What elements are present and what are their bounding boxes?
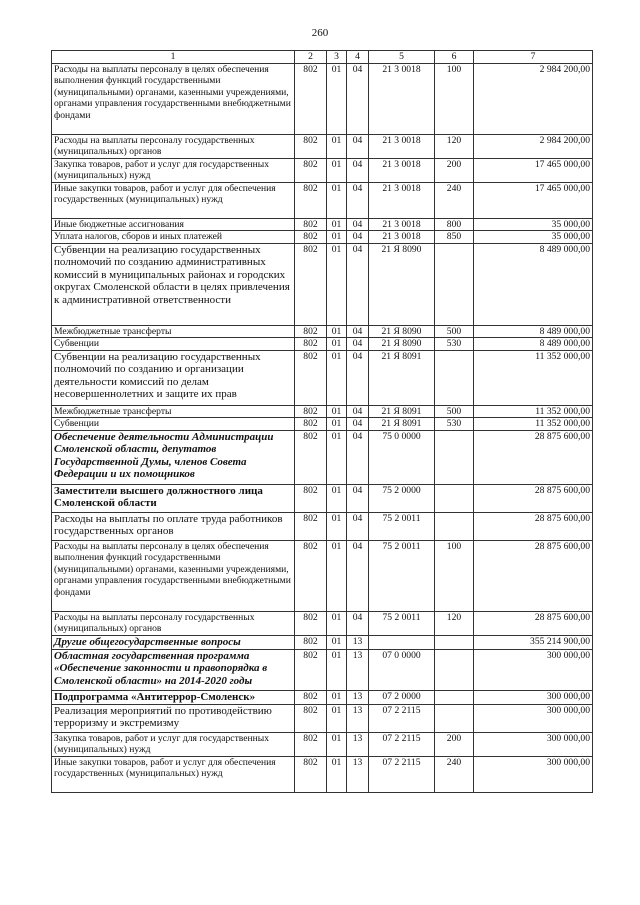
amount-cell: 2 984 200,00 [474, 63, 593, 134]
section-cell: 01 [327, 218, 347, 231]
code-cell: 802 [295, 732, 327, 756]
subsection-cell: 04 [347, 338, 369, 351]
col-header: 6 [435, 51, 474, 64]
section-cell: 01 [327, 350, 347, 405]
section-cell: 01 [327, 540, 347, 611]
expense-type-cell: 100 [435, 540, 474, 611]
code-cell: 802 [295, 338, 327, 351]
expense-type-cell: 530 [435, 418, 474, 431]
budget-table [51, 50, 593, 793]
target-code-cell: 21 3 0018 [369, 158, 435, 182]
subsection-cell: 04 [347, 182, 369, 218]
target-code-cell [369, 635, 435, 649]
row-name-cell: Иные закупки товаров, работ и услуг для обеспечения государственных (муниципальных) нужд [52, 756, 295, 792]
table-row [52, 418, 593, 431]
code-cell: 802 [295, 158, 327, 182]
target-code-cell: 21 Я 8090 [369, 243, 435, 325]
table-row [52, 405, 593, 418]
expense-type-cell [435, 690, 474, 704]
amount-cell: 17 465 000,00 [474, 182, 593, 218]
code-cell: 802 [295, 690, 327, 704]
table-row [52, 635, 593, 649]
row-name-cell: Расходы на выплаты по оплате труда работников государственных органов [52, 512, 295, 540]
code-cell: 802 [295, 182, 327, 218]
target-code-cell: 75 0 0000 [369, 430, 435, 484]
target-code-cell: 21 3 0018 [369, 182, 435, 218]
section-cell: 01 [327, 512, 347, 540]
amount-cell: 17 465 000,00 [474, 158, 593, 182]
target-code-cell: 21 3 0018 [369, 63, 435, 134]
target-code-cell: 21 Я 8090 [369, 325, 435, 338]
subsection-cell: 04 [347, 350, 369, 405]
subsection-cell: 04 [347, 243, 369, 325]
target-code-cell: 07 2 0000 [369, 690, 435, 704]
section-cell: 01 [327, 649, 347, 690]
code-cell: 802 [295, 611, 327, 635]
row-name-cell: Субвенции [52, 338, 295, 351]
expense-type-cell [435, 649, 474, 690]
code-cell: 802 [295, 512, 327, 540]
table-row [52, 231, 593, 244]
code-cell: 802 [295, 243, 327, 325]
row-name-cell: Областная государственная программа «Обеспечение законности и правопорядка в Смоленской области» на 2014-2020 годы [52, 649, 295, 690]
target-code-cell: 21 Я 8091 [369, 350, 435, 405]
target-code-cell: 21 3 0018 [369, 231, 435, 244]
section-cell: 01 [327, 635, 347, 649]
amount-cell: 2 984 200,00 [474, 134, 593, 158]
amount-cell: 300 000,00 [474, 690, 593, 704]
table-row [52, 649, 593, 690]
table-row [52, 63, 593, 134]
subsection-cell: 13 [347, 704, 369, 732]
amount-cell: 300 000,00 [474, 649, 593, 690]
row-name-cell: Закупка товаров, работ и услуг для государственных (муниципальных) нужд [52, 732, 295, 756]
section-cell: 01 [327, 63, 347, 134]
expense-type-cell [435, 635, 474, 649]
amount-cell: 35 000,00 [474, 218, 593, 231]
row-name-cell: Уплата налогов, сборов и иных платежей [52, 231, 295, 244]
expense-type-cell [435, 430, 474, 484]
code-cell: 802 [295, 63, 327, 134]
table-row [52, 704, 593, 732]
amount-cell: 28 875 600,00 [474, 512, 593, 540]
subsection-cell: 04 [347, 218, 369, 231]
col-header: 3 [327, 51, 347, 64]
row-name-cell: Другие общегосударственные вопросы [52, 635, 295, 649]
amount-cell: 28 875 600,00 [474, 484, 593, 512]
col-header: 4 [347, 51, 369, 64]
table-row [52, 732, 593, 756]
expense-type-cell: 240 [435, 182, 474, 218]
section-cell: 01 [327, 611, 347, 635]
section-cell: 01 [327, 231, 347, 244]
target-code-cell: 21 Я 8090 [369, 338, 435, 351]
section-cell: 01 [327, 690, 347, 704]
table-row [52, 540, 593, 611]
code-cell: 802 [295, 325, 327, 338]
subsection-cell: 04 [347, 134, 369, 158]
section-cell: 01 [327, 418, 347, 431]
section-cell: 01 [327, 325, 347, 338]
row-name-cell: Межбюджетные трансферты [52, 325, 295, 338]
expense-type-cell: 120 [435, 134, 474, 158]
expense-type-cell: 120 [435, 611, 474, 635]
target-code-cell: 21 3 0018 [369, 218, 435, 231]
target-code-cell: 75 2 0011 [369, 540, 435, 611]
expense-type-cell [435, 484, 474, 512]
subsection-cell: 04 [347, 405, 369, 418]
code-cell: 802 [295, 649, 327, 690]
expense-type-cell: 200 [435, 732, 474, 756]
section-cell: 01 [327, 756, 347, 792]
amount-cell: 11 352 000,00 [474, 405, 593, 418]
row-name-cell: Закупка товаров, работ и услуг для государственных (муниципальных) нужд [52, 158, 295, 182]
code-cell: 802 [295, 430, 327, 484]
target-code-cell: 07 2 2115 [369, 756, 435, 792]
subsection-cell: 04 [347, 158, 369, 182]
row-name-cell: Субвенции на реализацию государственных полномочий по созданию и организации деятельности комиссий по делам несовершеннолетних и защите их прав [52, 350, 295, 405]
row-name-cell: Иные закупки товаров, работ и услуг для обеспечения государственных (муниципальных) нужд [52, 182, 295, 218]
subsection-cell: 04 [347, 611, 369, 635]
subsection-cell: 13 [347, 756, 369, 792]
row-name-cell: Расходы на выплаты персоналу в целях обеспечения выполнения функций государственными (муниципальными) органами, казенными учреждениями, органами управления государственными внебюджетными фондами [52, 63, 295, 134]
target-code-cell: 07 2 2115 [369, 732, 435, 756]
row-name-cell: Субвенции [52, 418, 295, 431]
target-code-cell: 21 3 0018 [369, 134, 435, 158]
table-header-row [52, 51, 593, 64]
row-name-cell: Обеспечение деятельности Администрации Смоленской области, депутатов Государственной Думы, членов Совета Федерации и их помощников [52, 430, 295, 484]
subsection-cell: 04 [347, 231, 369, 244]
row-name-cell: Заместители высшего должностного лица Смоленской области [52, 484, 295, 512]
table-row [52, 182, 593, 218]
code-cell: 802 [295, 134, 327, 158]
code-cell: 802 [295, 635, 327, 649]
table-row [52, 243, 593, 325]
row-name-cell: Расходы на выплаты персоналу государственных (муниципальных) органов [52, 134, 295, 158]
amount-cell: 11 352 000,00 [474, 418, 593, 431]
section-cell: 01 [327, 158, 347, 182]
subsection-cell: 13 [347, 732, 369, 756]
expense-type-cell: 200 [435, 158, 474, 182]
target-code-cell: 21 Я 8091 [369, 418, 435, 431]
section-cell: 01 [327, 430, 347, 484]
amount-cell: 8 489 000,00 [474, 243, 593, 325]
table-row [52, 512, 593, 540]
amount-cell: 8 489 000,00 [474, 338, 593, 351]
row-name-cell: Расходы на выплаты персоналу государственных (муниципальных) органов [52, 611, 295, 635]
row-name-cell: Иные бюджетные ассигнования [52, 218, 295, 231]
target-code-cell: 75 2 0000 [369, 484, 435, 512]
col-header: 2 [295, 51, 327, 64]
col-header: 1 [52, 51, 295, 64]
target-code-cell: 07 2 2115 [369, 704, 435, 732]
row-name-cell: Расходы на выплаты персоналу в целях обеспечения выполнения функций государственными (муниципальными) органами, казенными учреждениями, органами управления государственными внебюджетными фондами [52, 540, 295, 611]
expense-type-cell [435, 350, 474, 405]
target-code-cell: 07 0 0000 [369, 649, 435, 690]
table-row [52, 158, 593, 182]
amount-cell: 35 000,00 [474, 231, 593, 244]
code-cell: 802 [295, 418, 327, 431]
section-cell: 01 [327, 484, 347, 512]
expense-type-cell [435, 243, 474, 325]
table-row [52, 611, 593, 635]
expense-type-cell: 100 [435, 63, 474, 134]
code-cell: 802 [295, 540, 327, 611]
expense-type-cell [435, 704, 474, 732]
expense-type-cell: 850 [435, 231, 474, 244]
target-code-cell: 75 2 0011 [369, 512, 435, 540]
subsection-cell: 04 [347, 63, 369, 134]
table-row [52, 756, 593, 792]
amount-cell: 28 875 600,00 [474, 540, 593, 611]
section-cell: 01 [327, 243, 347, 325]
subsection-cell: 04 [347, 512, 369, 540]
section-cell: 01 [327, 182, 347, 218]
page-number: 260 [311, 27, 329, 39]
section-cell: 01 [327, 338, 347, 351]
amount-cell: 11 352 000,00 [474, 350, 593, 405]
section-cell: 01 [327, 405, 347, 418]
expense-type-cell: 500 [435, 405, 474, 418]
row-name-cell: Реализация мероприятий по противодействию терроризму и экстремизму [52, 704, 295, 732]
amount-cell: 355 214 900,00 [474, 635, 593, 649]
amount-cell: 28 875 600,00 [474, 611, 593, 635]
subsection-cell: 04 [347, 484, 369, 512]
section-cell: 01 [327, 732, 347, 756]
amount-cell: 300 000,00 [474, 756, 593, 792]
section-cell: 01 [327, 704, 347, 732]
subsection-cell: 04 [347, 430, 369, 484]
table-row [52, 690, 593, 704]
table-row [52, 218, 593, 231]
table-row [52, 484, 593, 512]
subsection-cell: 13 [347, 690, 369, 704]
table-row [52, 325, 593, 338]
expense-type-cell: 240 [435, 756, 474, 792]
amount-cell: 28 875 600,00 [474, 430, 593, 484]
table-row [52, 430, 593, 484]
col-header: 7 [474, 51, 593, 64]
col-header: 5 [369, 51, 435, 64]
code-cell: 802 [295, 484, 327, 512]
amount-cell: 300 000,00 [474, 704, 593, 732]
code-cell: 802 [295, 218, 327, 231]
code-cell: 802 [295, 756, 327, 792]
table-row [52, 338, 593, 351]
table-row [52, 350, 593, 405]
row-name-cell: Подпрограмма «Антитеррор-Смоленск» [52, 690, 295, 704]
target-code-cell: 75 2 0011 [369, 611, 435, 635]
amount-cell: 8 489 000,00 [474, 325, 593, 338]
expense-type-cell: 500 [435, 325, 474, 338]
subsection-cell: 13 [347, 649, 369, 690]
code-cell: 802 [295, 350, 327, 405]
table-body [52, 63, 593, 792]
subsection-cell: 04 [347, 418, 369, 431]
subsection-cell: 13 [347, 635, 369, 649]
expense-type-cell [435, 512, 474, 540]
code-cell: 802 [295, 231, 327, 244]
section-cell: 01 [327, 134, 347, 158]
expense-type-cell: 530 [435, 338, 474, 351]
code-cell: 802 [295, 405, 327, 418]
table-row [52, 134, 593, 158]
expense-type-cell: 800 [435, 218, 474, 231]
subsection-cell: 04 [347, 325, 369, 338]
target-code-cell: 21 Я 8091 [369, 405, 435, 418]
row-name-cell: Субвенции на реализацию государственных полномочий по созданию административных комиссий в муниципальных районах и городских округах Смоленской области в целях привлечения к административной ответственности [52, 243, 295, 325]
amount-cell: 300 000,00 [474, 732, 593, 756]
row-name-cell: Межбюджетные трансферты [52, 405, 295, 418]
code-cell: 802 [295, 704, 327, 732]
subsection-cell: 04 [347, 540, 369, 611]
